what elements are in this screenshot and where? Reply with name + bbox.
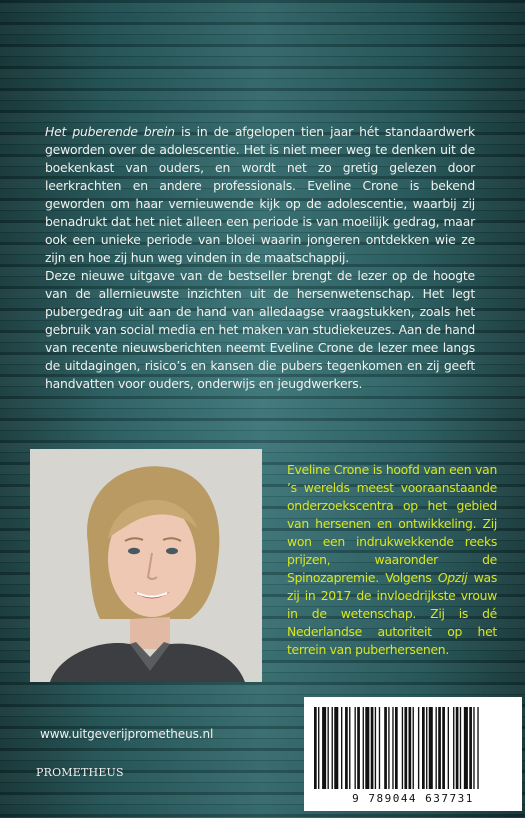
- barcode-bar: [473, 707, 474, 789]
- barcode-bar: [314, 707, 317, 789]
- barcode-bar: [363, 707, 364, 789]
- barcode-bar: [426, 707, 427, 789]
- barcode-bar: [448, 707, 449, 789]
- barcode-bar: [345, 707, 348, 789]
- barcode-bar: [365, 707, 369, 789]
- magazine-name: Opzij: [437, 570, 468, 585]
- barcode-bar: [469, 707, 472, 789]
- barcode-bar: [334, 707, 338, 789]
- barcode-bar: [375, 707, 376, 789]
- publisher-website[interactable]: www.uitgeverijprometheus.nl: [40, 727, 214, 741]
- barcode-bar: [460, 707, 461, 789]
- barcode-bar: [422, 707, 425, 789]
- barcode-bar: [464, 707, 468, 789]
- barcode-bar: [404, 707, 407, 789]
- barcode-bar: [436, 707, 437, 789]
- barcode-bar: [409, 707, 412, 789]
- blurb-paragraph-1: [45, 123, 475, 267]
- barcode-bar: [349, 707, 350, 789]
- barcode-bar: [379, 707, 380, 789]
- barcode-bar: [318, 707, 319, 789]
- barcode-bar: [371, 707, 374, 789]
- barcode-bar: [402, 707, 403, 789]
- barcode-bar: [477, 707, 478, 789]
- barcode-bar: [384, 707, 387, 789]
- blurb-paragraph-1-text: is in de afgelopen tien jaar hét standaardwerk geworden over de adolescentie. Het is niet meer weg te denken uit de boekenkast van ouders, en wordt net zo gretig gelezen door leerkrachten en andere professionals. Eveline Crone is bekend geworden om haar vernieuwende kijk op de adolescentie, waarbij zij benadrukt dat het niet alleen een periode is van moeilijk gedrag, maar ook een unieke periode van bloei waarin jongeren ontdekken wie ze zijn en hoe zij hun weg vinden in de maatschappij.: [45, 124, 475, 265]
- barcode-bar: [355, 707, 356, 789]
- book-title: Het puberende brein: [45, 124, 175, 139]
- barcode-bar: [413, 707, 414, 789]
- barcode-bar: [322, 707, 326, 789]
- barcode-bar: [395, 707, 398, 789]
- isbn-number: 9 789044 637731: [352, 792, 474, 805]
- barcode-bar: [392, 707, 393, 789]
- barcode-bar: [341, 707, 342, 789]
- barcode-bars: [304, 697, 522, 792]
- barcode-bar: [453, 707, 454, 789]
- author-bio: [287, 461, 497, 659]
- barcode-bar: [357, 707, 360, 789]
- barcode-bar: [429, 707, 433, 789]
- publisher-logo: PROMETHEUS: [36, 766, 124, 779]
- back-cover-blurb: [45, 123, 475, 393]
- blurb-paragraph-2: Deze nieuwe uitgave van de bestseller brengt de lezer op de hoogte van de allernieuwste inzichten uit de hersenwetenschap. Het legt pubergedrag uit aan de hand van alledaagse vraagstukken, zoals het gebruik van social media en het maken van studiekeuzes. Aan de hand van recente nieuwsberichten neemt Eveline Crone de lezer mee langs de uitdagingen, risico’s en kansen die pubers tegenkomen en zij geeft handvatten voor ouders, onderwijs en jeugdwerkers.: [45, 268, 475, 391]
- barcode-bar: [388, 707, 389, 789]
- barcode-bar: [332, 707, 333, 789]
- barcode-bar: [456, 707, 459, 789]
- author-photo: [30, 449, 262, 682]
- barcode-bar: [438, 707, 441, 789]
- author-bio-text: Eveline Crone is hoofd van een van ’s werelds meest vooraanstaande onderzoekscentra op het gebied van hersenen en ontwikkeling. Zij won een indrukwekkende reeks prijzen, waaronder de Spinozapremie. Volgens Opzij was zij in 2017 de invloedrijkste vrouw in de wetenschap. Zij is dé Nederlandse autoriteit op het terrein van puberhersenen.: [287, 462, 497, 657]
- barcode-bar: [328, 707, 329, 789]
- barcode-bar: [418, 707, 419, 789]
- isbn-barcode: [304, 697, 522, 811]
- barcode-bar: [442, 707, 445, 789]
